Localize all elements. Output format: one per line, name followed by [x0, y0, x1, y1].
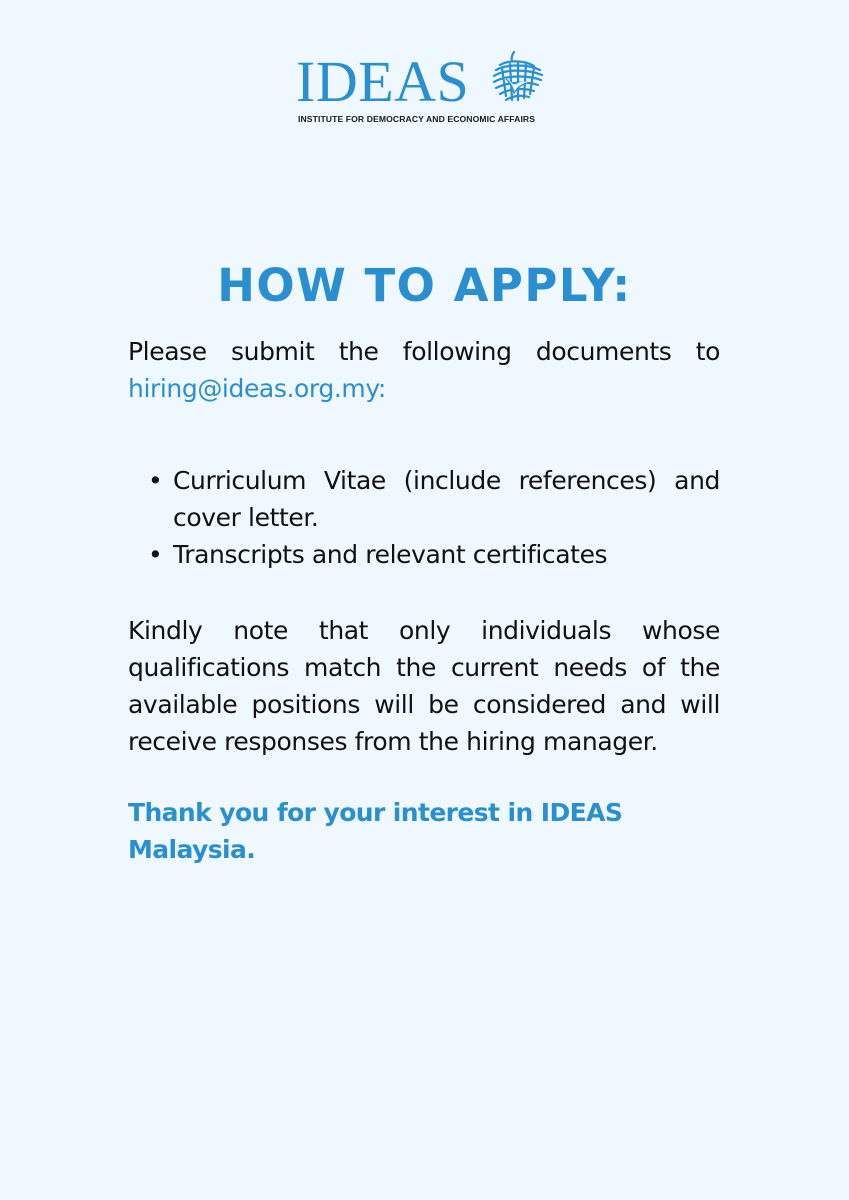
- bird-globe-icon: [484, 48, 546, 110]
- application-instructions: [128, 333, 720, 868]
- list-item-text: Curriculum Vitae (include references) and cover letter.: [173, 466, 720, 532]
- list-item: [128, 536, 720, 573]
- ideas-logo: [296, 48, 556, 128]
- list-item: [128, 462, 720, 536]
- page-title: HOW TO APPLY:: [217, 259, 632, 313]
- eligibility-note: Kindly note that only individuals whose qualifications match the current needs of the available positions will be considered and will receive responses from the hiring manager.: [128, 616, 720, 756]
- bullet-icon: •: [148, 540, 163, 569]
- logo-tagline: INSTITUTE FOR DEMOCRACY AND ECONOMIC AFFAIRS: [298, 114, 536, 124]
- hiring-email-link[interactable]: hiring@ideas.org.my:: [128, 374, 386, 403]
- logo-wordmark: IDEAS: [296, 49, 470, 114]
- thank-you-message: Thank you for your interest in IDEAS Malaysia.: [128, 798, 623, 864]
- intro-text: Please submit the following documents to: [128, 337, 720, 366]
- intro-paragraph: [128, 333, 720, 407]
- bullet-icon: •: [148, 466, 163, 495]
- documents-list: [128, 462, 720, 573]
- list-item-text: Transcripts and relevant certificates: [173, 540, 608, 569]
